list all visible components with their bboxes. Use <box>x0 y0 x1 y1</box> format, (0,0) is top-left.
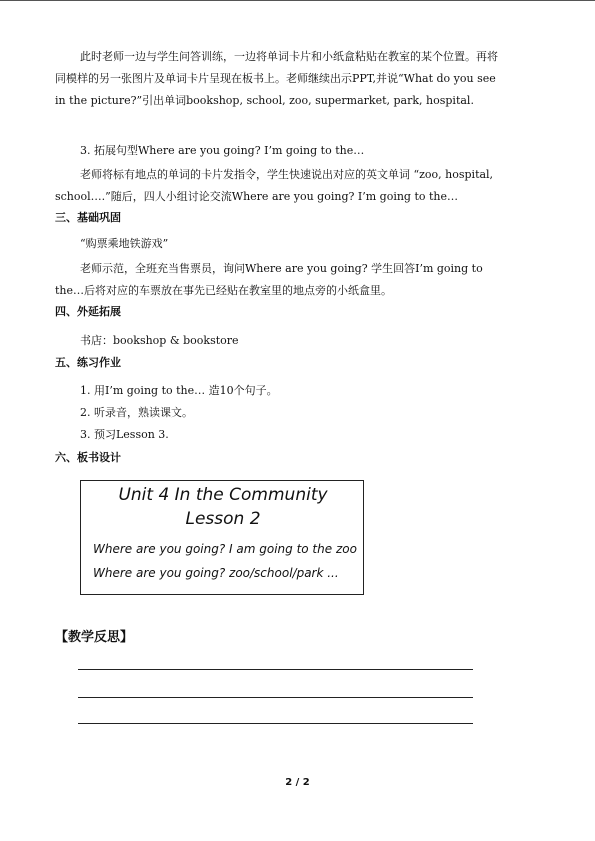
reflection-heading: 【教学反思】 <box>55 630 134 645</box>
step3: 3. 拓展句型Where are you going? I’m going to the… <box>80 144 365 157</box>
homework-item-1: 1. 用I’m going to the… 造10个句子。 <box>80 384 278 397</box>
reflection-line-2 <box>78 697 473 698</box>
para1-line2: 同模样的另一张图片及单词卡片呈现在板书上。老师继续出示PPT,并说“What do you see <box>55 72 496 85</box>
reflection-line-1 <box>78 669 473 670</box>
section3-line2: the…后将对应的车票放在事先已经贴在教室里的地点旁的小纸盒里。 <box>55 284 393 297</box>
section4-line1: 书店：bookshop & bookstore <box>80 334 239 347</box>
board-lesson: Lesson 2 <box>185 509 261 529</box>
section3-line1: 老师示范，全班充当售票员，询问Where are you going? 学生回答I’m going to <box>80 262 483 275</box>
page-number: 2 / 2 <box>285 777 310 788</box>
blackboard-design <box>80 480 364 595</box>
section3-game: “购票乘地铁游戏” <box>80 237 169 250</box>
board-row-2: Where are you going? zoo/school/park ... <box>93 566 339 580</box>
reflection-line-3 <box>78 723 473 724</box>
para1-line1: 此时老师一边与学生问答训练，一边将单词卡片和小纸盒粘贴在教室的某个位置。再将 <box>80 50 498 63</box>
para1-line3: in the picture?”引出单词bookshop, school, zoo, supermarket, park, hospital. <box>55 94 474 107</box>
section5-heading: 五、练习作业 <box>55 356 121 369</box>
section3-heading: 三、基础巩固 <box>55 211 121 224</box>
board-title: Unit 4 In the Community <box>118 485 328 505</box>
para2-line1: 老师将标有地点的单词的卡片发指令，学生快速说出对应的英文单词 “zoo, hospital, <box>80 168 494 181</box>
board-row-1: Where are you going? I am going to the zoo <box>93 542 357 556</box>
para2-line2: school….”随后，四人小组讨论交流Where are you going? I’m going to the… <box>55 190 459 203</box>
homework-item-2: 2. 听录音，熟读课文。 <box>80 406 193 419</box>
section4-heading: 四、外延拓展 <box>55 305 121 318</box>
homework-item-3: 3. 预习Lesson 3. <box>80 428 169 441</box>
section6-heading: 六、板书设计 <box>55 451 121 464</box>
header-rule <box>0 0 595 1</box>
